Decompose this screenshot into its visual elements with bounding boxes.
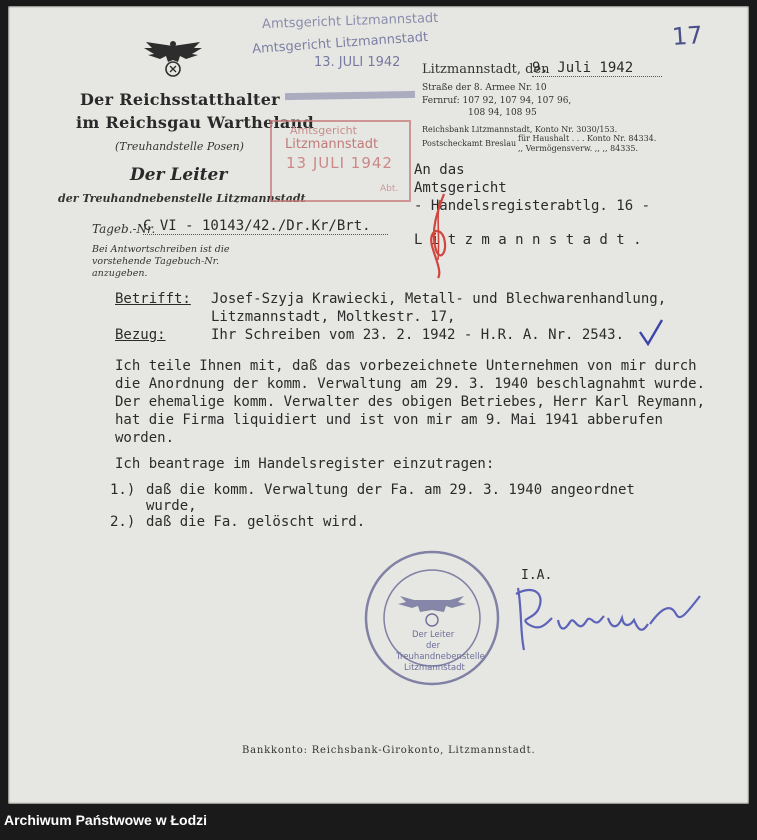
archive-label: Archiwum Państwowe w Łodzi [4, 812, 208, 828]
address-post-line-2: ,, Vermögensverw. ,, ,, 84335. [518, 144, 639, 153]
body-p1-line-3: Der ehemalige komm. Verwalter des obigen Betriebes, Herr Karl Reymann, [115, 394, 706, 410]
body-p1-line-5: worden. [115, 430, 175, 446]
blue-pencil-mark [636, 318, 666, 348]
body-p1-line-2: die Anordnung der komm. Verwaltung am 29. 3. 1940 beschlagnahmt wurde. [115, 376, 706, 392]
recipient-line-1: An das [414, 162, 465, 178]
red-pencil-mark [418, 190, 458, 280]
address-post-label: Postscheckamt Breslau [422, 139, 517, 148]
tagebuch-value: C VI - 10143/42./Dr.Kr/Brt. [143, 218, 388, 235]
org-line-2: im Reichsgau Wartheland [76, 113, 315, 132]
signature-ia: I.A. [521, 568, 553, 583]
body-p1-line-1: Ich teile Ihnen mit, daß das vorbezeichnete Unternehmen von mir durch [115, 358, 697, 374]
list-item-2-number: 2.) [110, 514, 136, 530]
address-phone-1: Fernruf: 107 92, 107 94, 107 96, [422, 96, 572, 106]
body-p1-line-4: hat die Firma liquidiert und ist von mir am 9. Mai 1941 abberufen [115, 412, 663, 428]
stamp-box-line4: Abt. [380, 184, 399, 194]
leiter-title: Der Leiter [130, 165, 228, 185]
stamp-top-2: Amtsgericht Litzmannstadt [251, 29, 429, 58]
round-seal-outer [383, 552, 480, 570]
letter-date: 9. Juli 1942 [532, 60, 662, 77]
betrifft-line-1: Josef-Szyja Krawiecki, Metall- und Blechwarenhandlung, [211, 291, 667, 307]
list-item-1-line-2: wurde, [146, 498, 197, 514]
round-seal-inner-3: Treuhandnebenstelle [396, 652, 485, 662]
page-number: 17 [671, 20, 704, 52]
list-item-2-line-1: daß die Fa. gelöscht wird. [146, 514, 366, 530]
stamp-box-line1: Amtsgericht [290, 124, 357, 137]
address-street: Straße der 8. Armee Nr. 10 [422, 83, 547, 93]
list-item-1-line-1: daß die komm. Verwaltung der Fa. am 29. 3. 1940 angeordnet [146, 482, 635, 498]
body-p2: Ich beantrage im Handelsregister einzutragen: [115, 456, 495, 472]
tagebuch-hint-text: Bei Antwortschreiben ist die vorstehende Tagebuch-Nr. anzugeben. [92, 244, 230, 279]
place-label: Litzmannstadt, den [422, 62, 550, 77]
betrifft-line-2: Litzmannstadt, Moltkestr. 17, [211, 309, 456, 325]
round-seal-inner-2: der [426, 641, 441, 651]
address-bank: Reichsbank Litzmannstadt, Konto Nr. 3030/153. [422, 125, 618, 134]
org-line-1: Der Reichsstatthalter [80, 90, 280, 109]
org-line-3: (Treuhandstelle Posen) [115, 140, 244, 153]
handwritten-signature [500, 580, 710, 660]
recipient-line-3: - Handelsregisterabtlg. 16 - [414, 198, 651, 214]
round-seal-inner-4: Litzmannstadt [404, 663, 465, 673]
round-seal-inner-1: Der Leiter [412, 630, 455, 640]
stamp-box-line2: Litzmannstadt [285, 137, 379, 152]
recipient-line-2: Amtsgericht [414, 180, 507, 196]
stamp-top-1: Amtsgericht Litzmannstadt [261, 10, 439, 33]
stamp-top-date: 13. JULI 1942 [314, 55, 401, 70]
tagebuch-label: Tageb.-Nr. [92, 222, 156, 236]
list-item-1-number: 1.) [110, 482, 136, 498]
address-post-line-1: für Haushalt . . . Konto Nr. 84334. [518, 134, 657, 143]
tagebuch-hint [92, 244, 252, 280]
leiter-subline: der Treuhandnebenstelle Litzmannstadt [58, 192, 306, 205]
bezug-text: Ihr Schreiben vom 23. 2. 1942 - H.R. A. Nr. 2543. [211, 327, 625, 343]
bezug-label: Bezug: [115, 327, 166, 343]
stamp-box-date: 13 JULI 1942 [286, 154, 393, 172]
betrifft-label: Betrifft: [115, 291, 191, 307]
eagle-icon [142, 38, 204, 78]
recipient-line-4: L i t z m a n n s t a d t . [414, 232, 642, 248]
bank-footer-line: Bankkonto: Reichsbank-Girokonto, Litzmannstadt. [242, 745, 536, 756]
address-phone-2: 108 94, 108 95 [468, 108, 537, 118]
